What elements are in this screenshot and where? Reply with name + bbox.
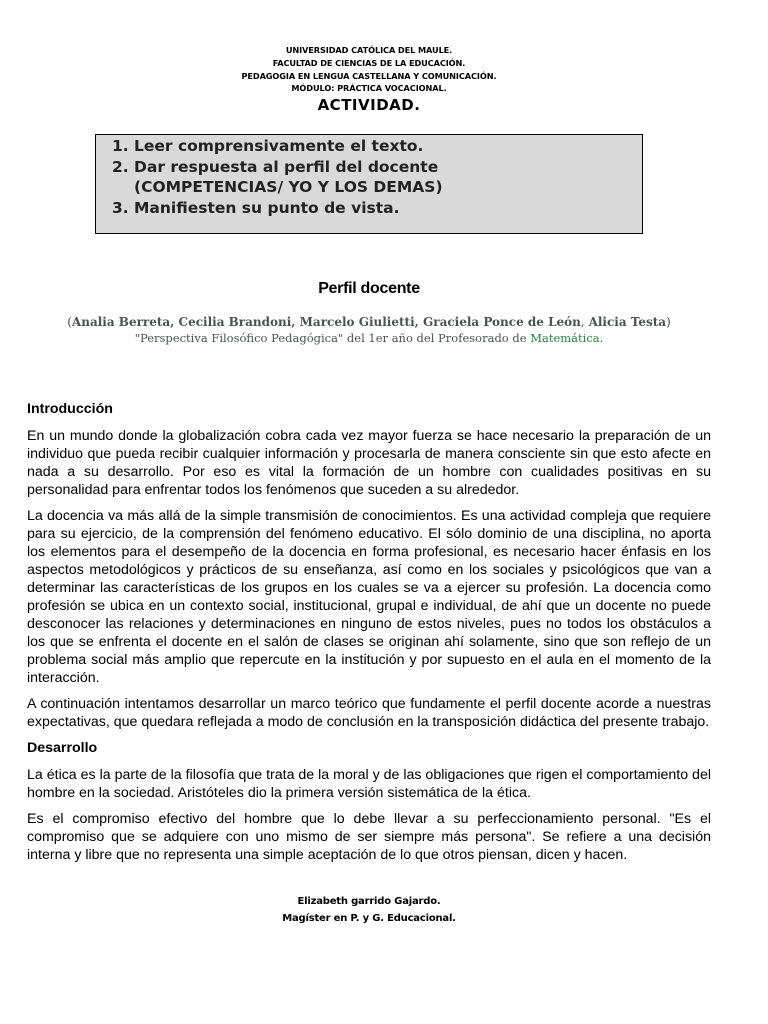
activity-title: ACTIVIDAD. (317, 96, 421, 114)
document-title: Perfil docente (318, 280, 420, 297)
signature-title: Magíster en P. y G. Educacional. (282, 913, 456, 924)
paragraph: En un mundo donde la globalización cobra cada vez mayor fuerza se hace necesario la preparación de un individuo que pueda recibir cualquier información y procesarla de manera consciente sin que esto afecte en nada a su desarrollo. Por eso es vital la formación de un hombre con cualidades positivas en su personalidad para enfrentar todos los fenómenos que suceden a su alrededor. (27, 428, 711, 498)
activity-item (112, 198, 443, 219)
document-subtitle: "Perspectiva Filosófico Pedagógica" del 1er año del Profesorado de Matemática. (134, 331, 604, 345)
header-module: MÓDULO: PRÁCTICA VOCACIONAL. (291, 83, 447, 94)
activity-item-text: Leer comprensivamente el texto. (134, 137, 424, 155)
paragraph: La ética es la parte de la filosofía que trata de la moral y de las obligaciones que rigen el comportamiento del hombre en la sociedad. Aristóteles dio la primera versión sistemática de la ética. (27, 767, 711, 801)
institution-header (0, 44, 738, 95)
signature-name: Elizabeth garrido Gajardo. (297, 896, 441, 907)
paragraph: Es el compromiso efectivo del hombre que lo debe llevar a su perfeccionamiento personal. "Es el compromiso que se adquiere con uno mismo de ser siempre más persona". Se refiere a una decisión interna y libre que no representa una simple aceptación de lo que otros piensan, dicen y hacen. (27, 811, 711, 863)
authors-line: (Analia Berreta, Cecilia Brandoni, Marcelo Giulietti, Graciela Ponce de León, Alicia Testa) (67, 315, 671, 329)
activity-item-number: 2. (112, 157, 129, 176)
activity-item-text: (COMPETENCIAS/ YO Y LOS DEMAS) (134, 178, 443, 196)
activity-item-number: 3. (112, 198, 129, 217)
activity-item (112, 136, 443, 157)
paragraph: A continuación intentamos desarrollar un marco teórico que fundamente el perfil docente acorde a nuestras expectativas, que quedara reflejada a modo de conclusión en la transposición didáctica del presente trabajo. (27, 696, 711, 730)
activity-item-number: 1. (112, 137, 129, 155)
section-heading-desarrollo: Desarrollo (27, 740, 98, 756)
signature-block (0, 893, 738, 927)
document-body (27, 397, 711, 872)
subject-link[interactable]: Matemática (530, 331, 600, 345)
activity-item (112, 157, 443, 178)
activity-list (112, 136, 443, 218)
activity-instructions-box (95, 134, 643, 234)
section-heading-introduccion: Introducción (27, 401, 113, 417)
activity-item-text: Dar respuesta al perfil del docente (134, 157, 439, 176)
activity-item-continuation (112, 177, 443, 198)
author-last: Alicia Testa (588, 315, 667, 329)
activity-item-text: Manifiesten su punto de vista. (134, 198, 400, 217)
authors-block (0, 314, 738, 346)
paragraph: La docencia va más allá de la simple transmisión de conocimientos. Es una actividad compleja que requiere para su ejercicio, de la comprensión del fenómeno educativo. El sólo dominio de una disciplina, no aporta los elementos para el desempeño de la docencia en forma profesional, es necesario hacer énfasis en los aspectos metodológicos y prácticos de su enseñanza, así como en los sociales y psicológicos que van a determinar las características de los grupos en los cuales se va a ejercer su profesión. La docencia como profesión se ubica en un contexto social, institucional, grupal e individual, de ahí que un docente no puede desconocer las relaciones y determinaciones en ninguno de estos niveles, pues no todos los obstáculos a los que se enfrenta el docente en el salón de clases se originan ahí solamente, sino que son reflejo de un problema social más amplio que repercute en la institución y por supuesto en el aula en el momento de la interacción. (27, 508, 711, 686)
header-faculty: FACULTAD DE CIENCIAS DE LA EDUCACIÓN. (272, 57, 466, 68)
author-names: Analia Berreta, Cecilia Brandoni, Marcelo Giulietti, Graciela Ponce de León (71, 315, 581, 329)
header-program: PEDAGOGIA EN LENGUA CASTELLANA Y COMUNICACIÓN. (241, 70, 497, 81)
header-university: UNIVERSIDAD CATÓLICA DEL MAULE. (285, 45, 453, 55)
